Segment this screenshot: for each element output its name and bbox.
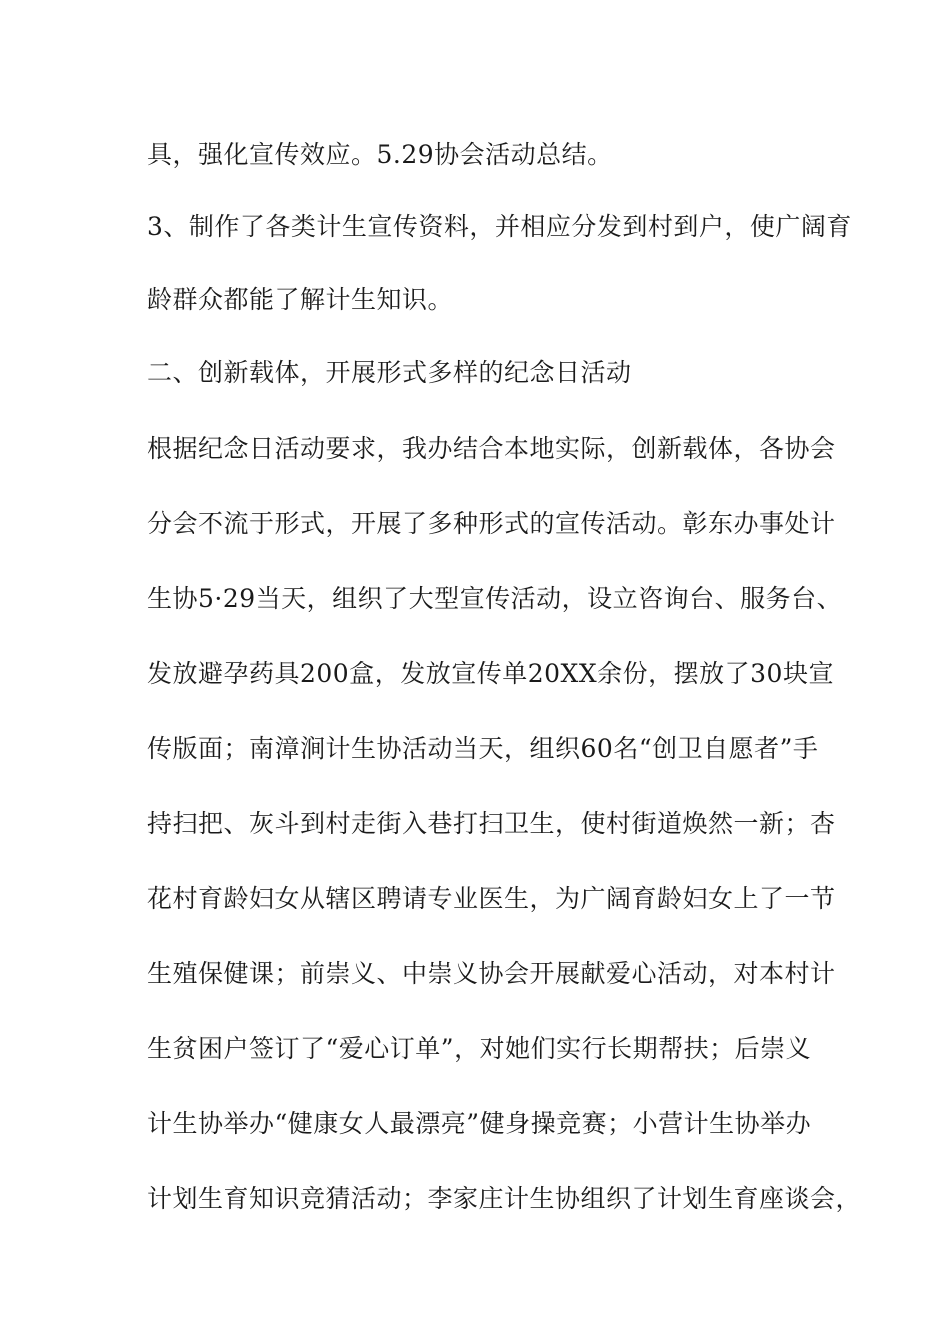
section-heading: 二、创新载体，开展形式多样的纪念日活动 bbox=[147, 358, 632, 387]
paragraph-line: 具，强化宣传效应。5.29协会活动总结。 bbox=[147, 140, 613, 169]
paragraph-line: 根据纪念日活动要求，我办结合本地实际，创新载体，各协会 bbox=[147, 434, 836, 463]
paragraph-line: 计生协举办“健康女人最漂亮”健身操竞赛；小营计生协举办 bbox=[147, 1109, 812, 1138]
paragraph-line: 龄群众都能了解计生知识。 bbox=[147, 285, 454, 314]
paragraph-line: 计划生育知识竞猜活动；李家庄计生协组织了计划生育座谈会， bbox=[147, 1184, 862, 1213]
paragraph-line: 花村育龄妇女从辖区聘请专业医生，为广阔育龄妇女上了一节 bbox=[147, 884, 836, 913]
paragraph-line: 3、制作了各类计生宣传资料，并相应分发到村到户，使广阔育 bbox=[147, 212, 852, 241]
paragraph-line: 持扫把、灰斗到村走街入巷打扫卫生，使村街道焕然一新；杏 bbox=[147, 809, 836, 838]
paragraph-line: 传版面；南漳涧计生协活动当天，组织60名“创卫自愿者”手 bbox=[147, 734, 819, 763]
paragraph-line: 生协5·29当天，组织了大型宣传活动，设立咨询台、服务台、 bbox=[147, 584, 843, 613]
paragraph-line: 分会不流于形式，开展了多种形式的宣传活动。彰东办事处计 bbox=[147, 509, 836, 538]
paragraph-line: 生贫困户签订了“爱心订单”，对她们实行长期帮扶；后崇义 bbox=[147, 1034, 812, 1063]
paragraph-line: 生殖保健课；前崇义、中崇义协会开展献爱心活动，对本村计 bbox=[147, 959, 836, 988]
paragraph-line: 发放避孕药具200盒，发放宣传单20XX余份，摆放了30块宣 bbox=[147, 659, 834, 688]
